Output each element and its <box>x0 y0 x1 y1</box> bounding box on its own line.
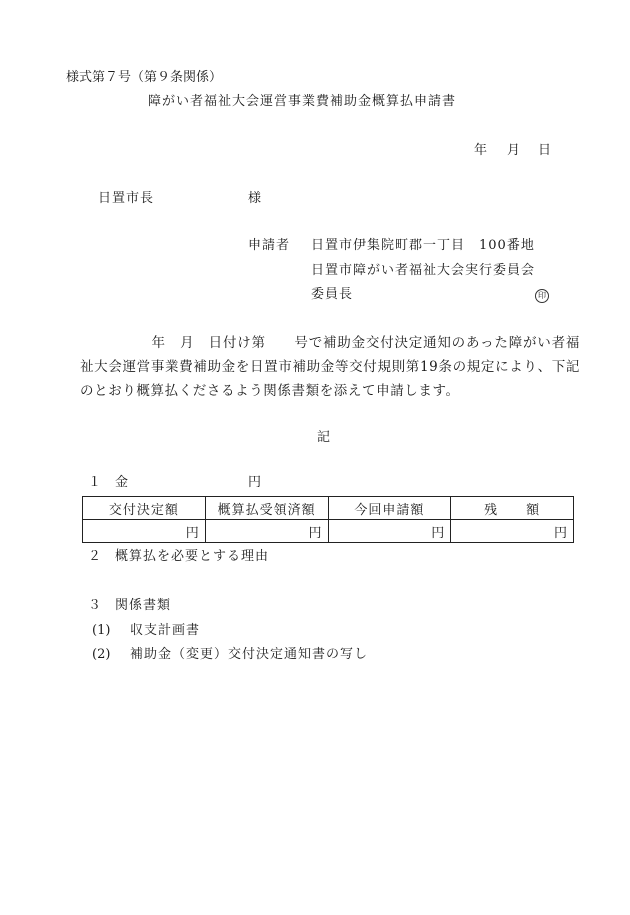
value-granted-amount: 円 <box>83 520 206 543</box>
header-requested-amount: 今回申請額 <box>328 497 451 520</box>
header-received-amount: 概算払受領済額 <box>205 497 328 520</box>
record-heading: 記 <box>317 430 331 445</box>
section-2-label: 概算払を必要とする理由 <box>115 549 270 564</box>
list-item-number: (1) <box>92 623 111 638</box>
section-1-number: １ <box>88 475 102 490</box>
document-title: 障がい者福祉大会運営事業費補助金概算払申請書 <box>148 94 457 109</box>
addressee-honorific: 様 <box>248 191 262 206</box>
list-item-number: (2) <box>92 647 111 662</box>
request-paragraph: 年 月 日付け第 号で補助金交付決定通知のあった障がい者福祉大会運営事業費補助金を日置市補助金等交付規則第19条の規定により、下記のとおり概算払くださるよう関係書類を添えて申請します。 <box>80 335 580 399</box>
amounts-table <box>82 496 574 543</box>
applicant-representative: 委員長 <box>311 287 354 302</box>
date-month: 月 <box>507 143 521 158</box>
section-1-label: 金 <box>115 475 129 490</box>
addressee-name: 日置市長 <box>98 191 155 206</box>
date-year: 年 <box>474 143 488 158</box>
section-3-label: 関係書類 <box>115 598 172 613</box>
form-number: 様式第７号（第９条関係） <box>66 70 223 85</box>
seal-mark: 印 <box>535 289 549 303</box>
table-value-row <box>83 520 574 543</box>
section-1-unit: 円 <box>248 475 262 490</box>
date-day: 日 <box>538 143 552 158</box>
table-header-row <box>83 497 574 520</box>
list-item-text: 補助金（変更）交付決定通知書の写し <box>130 647 369 662</box>
header-granted-amount: 交付決定額 <box>83 497 206 520</box>
value-remaining-amount: 円 <box>451 520 574 543</box>
list-item-text: 収支計画書 <box>130 623 201 638</box>
value-requested-amount: 円 <box>328 520 451 543</box>
section-3-number: ３ <box>88 598 102 613</box>
applicant-label: 申請者 <box>248 238 291 253</box>
header-remaining-amount: 残 額 <box>451 497 574 520</box>
section-2-number: ２ <box>88 549 102 564</box>
value-received-amount: 円 <box>205 520 328 543</box>
applicant-organization: 日置市障がい者福祉大会実行委員会 <box>311 263 536 278</box>
applicant-address: 日置市伊集院町郡一丁目 100番地 <box>311 238 535 253</box>
